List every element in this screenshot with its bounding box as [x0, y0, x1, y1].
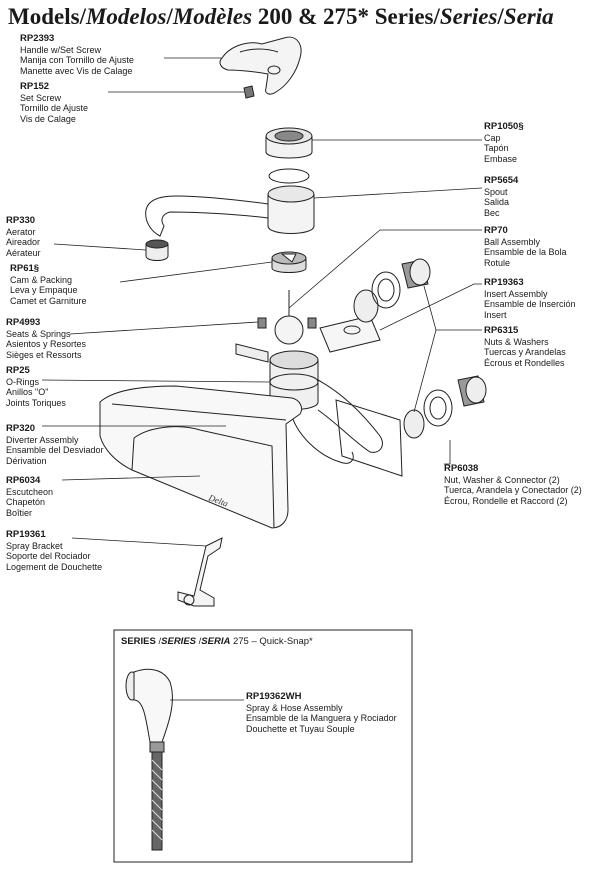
nuts-washers-part — [354, 259, 430, 322]
leader-rp6038 — [444, 440, 450, 464]
label-rp6034: RP6034 Escutcheon Chapetón Boîtier — [6, 475, 54, 518]
cam-packing-part — [272, 252, 306, 273]
label-rp5654: RP5654 Spout Salida Bec — [484, 175, 519, 218]
ball-assembly-part — [275, 290, 303, 344]
spout-part — [146, 186, 314, 236]
label-rp25: RP25 O-Rings Anillos "O" Joints Toriques — [6, 365, 66, 408]
label-rp330: RP330 Aerator Aireador Aérateur — [6, 215, 41, 258]
leader-rp61 — [120, 262, 272, 282]
label-rp70: RP70 Ball Assembly Ensamble de la Bola Rotule — [484, 225, 567, 268]
leader-rp19363 — [380, 284, 482, 330]
leader-rp25 — [42, 380, 270, 382]
escutcheon-logo-text: Delta — [207, 492, 230, 509]
leader-rp70 — [289, 230, 482, 308]
label-rp61: RP61§ Cam & Packing Leva y Empaque Camet et Garniture — [10, 263, 87, 306]
leader-rp5654 — [314, 188, 482, 198]
leader-rp4993 — [70, 322, 258, 334]
spray-bracket-part — [178, 538, 222, 606]
cap-part — [266, 128, 312, 158]
handle-part — [220, 37, 301, 94]
label-rp19363: RP19363 Insert Assembly Ensamble de Inserción Insert — [484, 277, 576, 320]
nut-washer-connector-part — [336, 376, 486, 476]
label-rp152: RP152 Set Screw Tornillo de Ajuste Vis de Calage — [20, 81, 89, 124]
label-rp1050: RP1050§ Cap Tapón Embase — [484, 121, 524, 164]
label-rp19362wh: RP19362WH Spray & Hose Assembly Ensamble de la Manguera y Rociador Douchette et Tuyau Souple — [246, 691, 397, 734]
label-rp6038: RP6038 Nut, Washer & Connector (2) Tuerca, Arandela y Conectador (2) Écrou, Rondelle et Raccord (2) — [444, 463, 582, 506]
label-rp19361: RP19361 Spray Bracket Soporte del Rociador Logement de Douchette — [6, 529, 103, 572]
spray-hose-part — [126, 669, 172, 850]
inset-title: SERIES /SERIES /SERIA 275 – Quick-Snap* — [121, 636, 313, 647]
label-rp4993: RP4993 Seats & Springs Asientos y Resortes Sièges et Ressorts — [6, 317, 87, 360]
label-rp2393: RP2393 Handle w/Set Screw Manija con Tornillo de Ajuste Manette avec Vis de Calage — [20, 33, 134, 76]
leader-rp330 — [54, 244, 146, 250]
cap-oring-part — [269, 169, 309, 183]
label-rp6315: RP6315 Nuts & Washers Tuercas y Arandelas Écrous et Rondelles — [484, 325, 566, 368]
aerator-part — [146, 240, 168, 261]
label-rp320: RP320 Diverter Assembly Ensamble del Desviador Dérivation — [6, 423, 104, 466]
set-screw-part — [244, 86, 254, 98]
page-title: Models/Modelos/Modèles 200 & 275* Series/Series/Seria — [8, 4, 554, 29]
insert-assembly-part — [320, 316, 380, 352]
escutcheon-part — [100, 386, 302, 528]
